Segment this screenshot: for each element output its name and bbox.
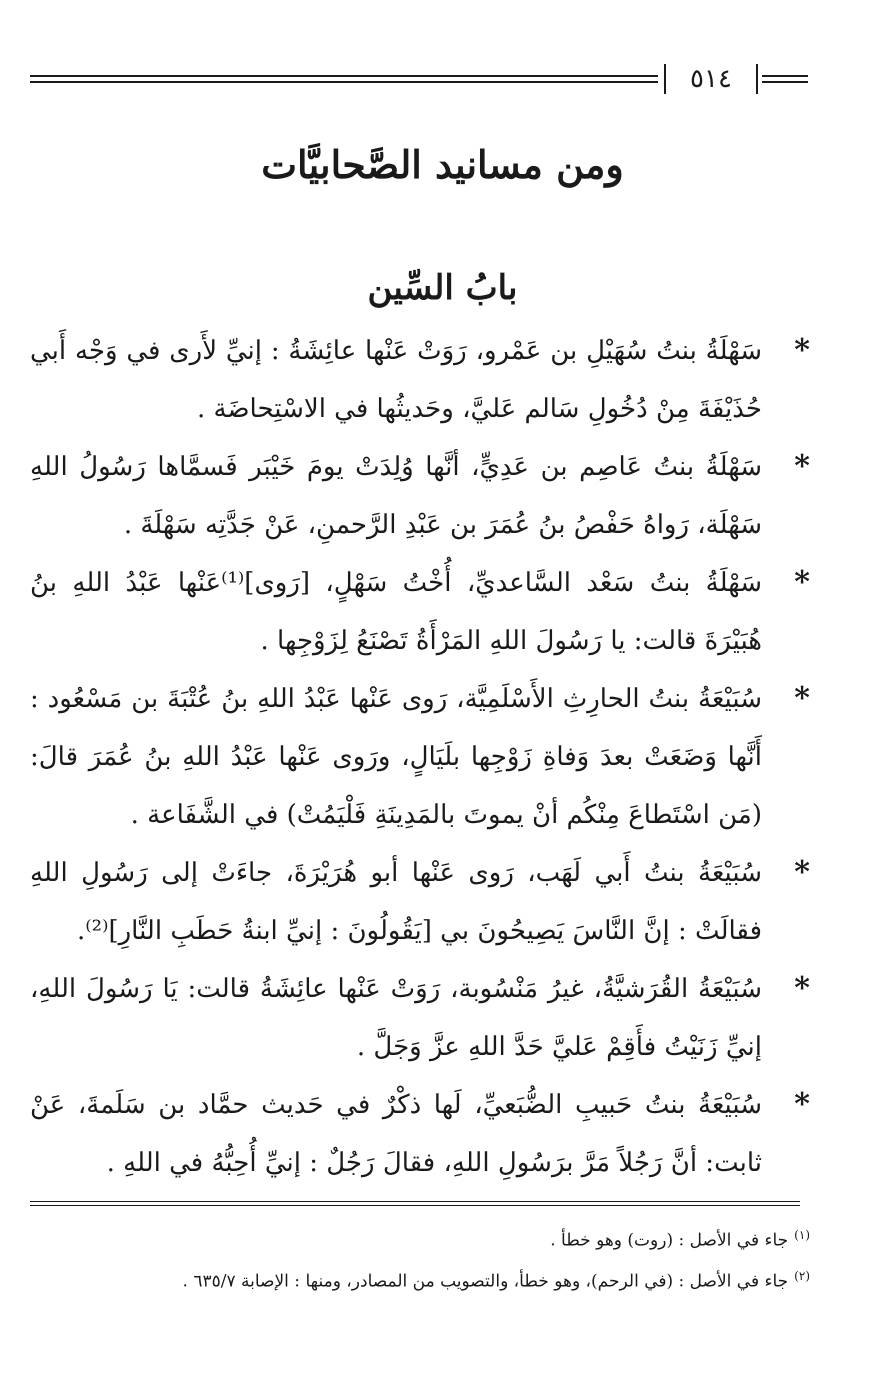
footnote-text: جاء في الأصل : (في الرحم)، وهو خطأ، والتصويب من المصادر، ومنها : الإصابة ٦٣٥/٧ . <box>182 1271 789 1292</box>
list-item <box>30 1076 810 1192</box>
footnote-text: جاء في الأصل : (روت) وهو خطأ . <box>550 1230 789 1251</box>
asterisk-bullet: * <box>794 1087 810 1122</box>
asterisk-bullet: * <box>794 333 810 368</box>
asterisk-bullet: * <box>794 855 810 890</box>
list-item <box>30 322 810 438</box>
entry-text: سَهْلَةُ بنتُ سَعْد السَّاعديِّ، أُخْتُ سَهْلٍ، [رَوى]⁽¹⁾عَنْها عَبْدُ اللهِ بنُ هُبَيْرَةَ قالت: يا رَسُولَ اللهِ المَرْأَةُ تَصْنَعُ لِزَوْجِها . <box>30 568 762 656</box>
list-item <box>30 438 810 554</box>
entry-text: سُبَيْعَةُ بنتُ أَبي لَهَب، رَوى عَنْها أبو هُرَيْرَةَ، جاءَتْ إلى رَسُولِ اللهِ فقالَتْ : إنَّ النَّاسَ يَصِيحُونَ بي [يَقُولُونَ : إنيِّ ابنةُ حَطَبِ النَّارِ]⁽²⁾. <box>30 858 762 946</box>
entry-text: سُبَيْعَةُ بنتُ حَبيبِ الضُّبَعيِّ، لَها ذكْرٌ في حَديث حمَّاد بن سَلَمةَ، عَنْ ثابت: أنَّ رَجُلاً مَرَّ برَسُولِ اللهِ، فقالَ رَجُلٌ : إنيِّ أُحِبُّهُ في اللهِ . <box>30 1090 762 1178</box>
entry-text: سَهْلَةُ بنتُ سُهَيْلِ بن عَمْرو، رَوَتْ عَنْها عائِشَةُ : إنيِّ لأَرى في وَجْه أَبي حُذَيْفَةَ مِنْ دُخُولِ سَالم عَليَّ، وحَديثُها في الاسْتِحاضَة . <box>30 336 762 424</box>
footnote-marker: (١) <box>794 1228 810 1242</box>
list-item <box>30 670 810 844</box>
footnote <box>40 1259 810 1300</box>
header-divider <box>664 64 666 94</box>
asterisk-bullet: * <box>794 971 810 1006</box>
entry-text: سُبَيْعَةُ القُرَشيَّةُ، غيرُ مَنْسُوبة، رَوَتْ عَنْها عائِشَةُ قالت: يَا رَسُولَ اللهِ، إنيِّ زَنَيْتُ فأَقِمْ عَليَّ حَدَّ اللهِ عزَّ وَجَلَّ . <box>30 974 762 1062</box>
chapter-title: بابُ السِّين <box>367 268 518 308</box>
page-number: ٥١٤ <box>690 64 732 94</box>
asterisk-bullet: * <box>794 449 810 484</box>
header-rule <box>762 75 808 83</box>
list-item <box>30 844 810 960</box>
asterisk-bullet: * <box>794 565 810 600</box>
list-item <box>30 554 810 670</box>
asterisk-bullet: * <box>794 681 810 716</box>
entry-text: سَهْلَةُ بنتُ عَاصِم بن عَدِيٍّ، أنَّها وُلِدَتْ يومَ خَيْبَر فَسمَّاها رَسُولُ اللهِ سَهْلَة، رَواهُ حَفْصُ بنُ عُمَرَ بن عَبْدِ الرَّحمنِ، عَنْ جَدَّتِه سَهْلَةَ . <box>30 452 762 540</box>
header-rule <box>30 75 658 83</box>
footnote-list <box>40 1218 810 1299</box>
footnote-marker: (٢) <box>794 1268 810 1283</box>
footnote-separator <box>30 1201 800 1206</box>
page-header <box>30 60 808 100</box>
footnote <box>40 1218 810 1259</box>
entry-text: سُبَيْعَةُ بنتُ الحارِثِ الأَسْلَمِيَّة، رَوى عَنْها عَبْدُ اللهِ بنُ عُتْبَةَ بن مَسْعُود : أَنَّها وَضَعَتْ بعدَ وَفاةِ زَوْجِها بلَيَالٍ، ورَوى عَنْها عَبْدُ اللهِ بنُ عُمَرَ قالَ: (مَن اسْتَطاعَ مِنْكُم أنْ يموتَ بالمَدِينَةِ فَلْيَمُتْ) في الشَّفَاعة . <box>30 684 762 830</box>
section-title: ومن مسانيد الصَّحابيَّات <box>261 142 624 187</box>
entry-list <box>30 322 810 1192</box>
header-divider <box>756 64 758 94</box>
list-item <box>30 960 810 1076</box>
